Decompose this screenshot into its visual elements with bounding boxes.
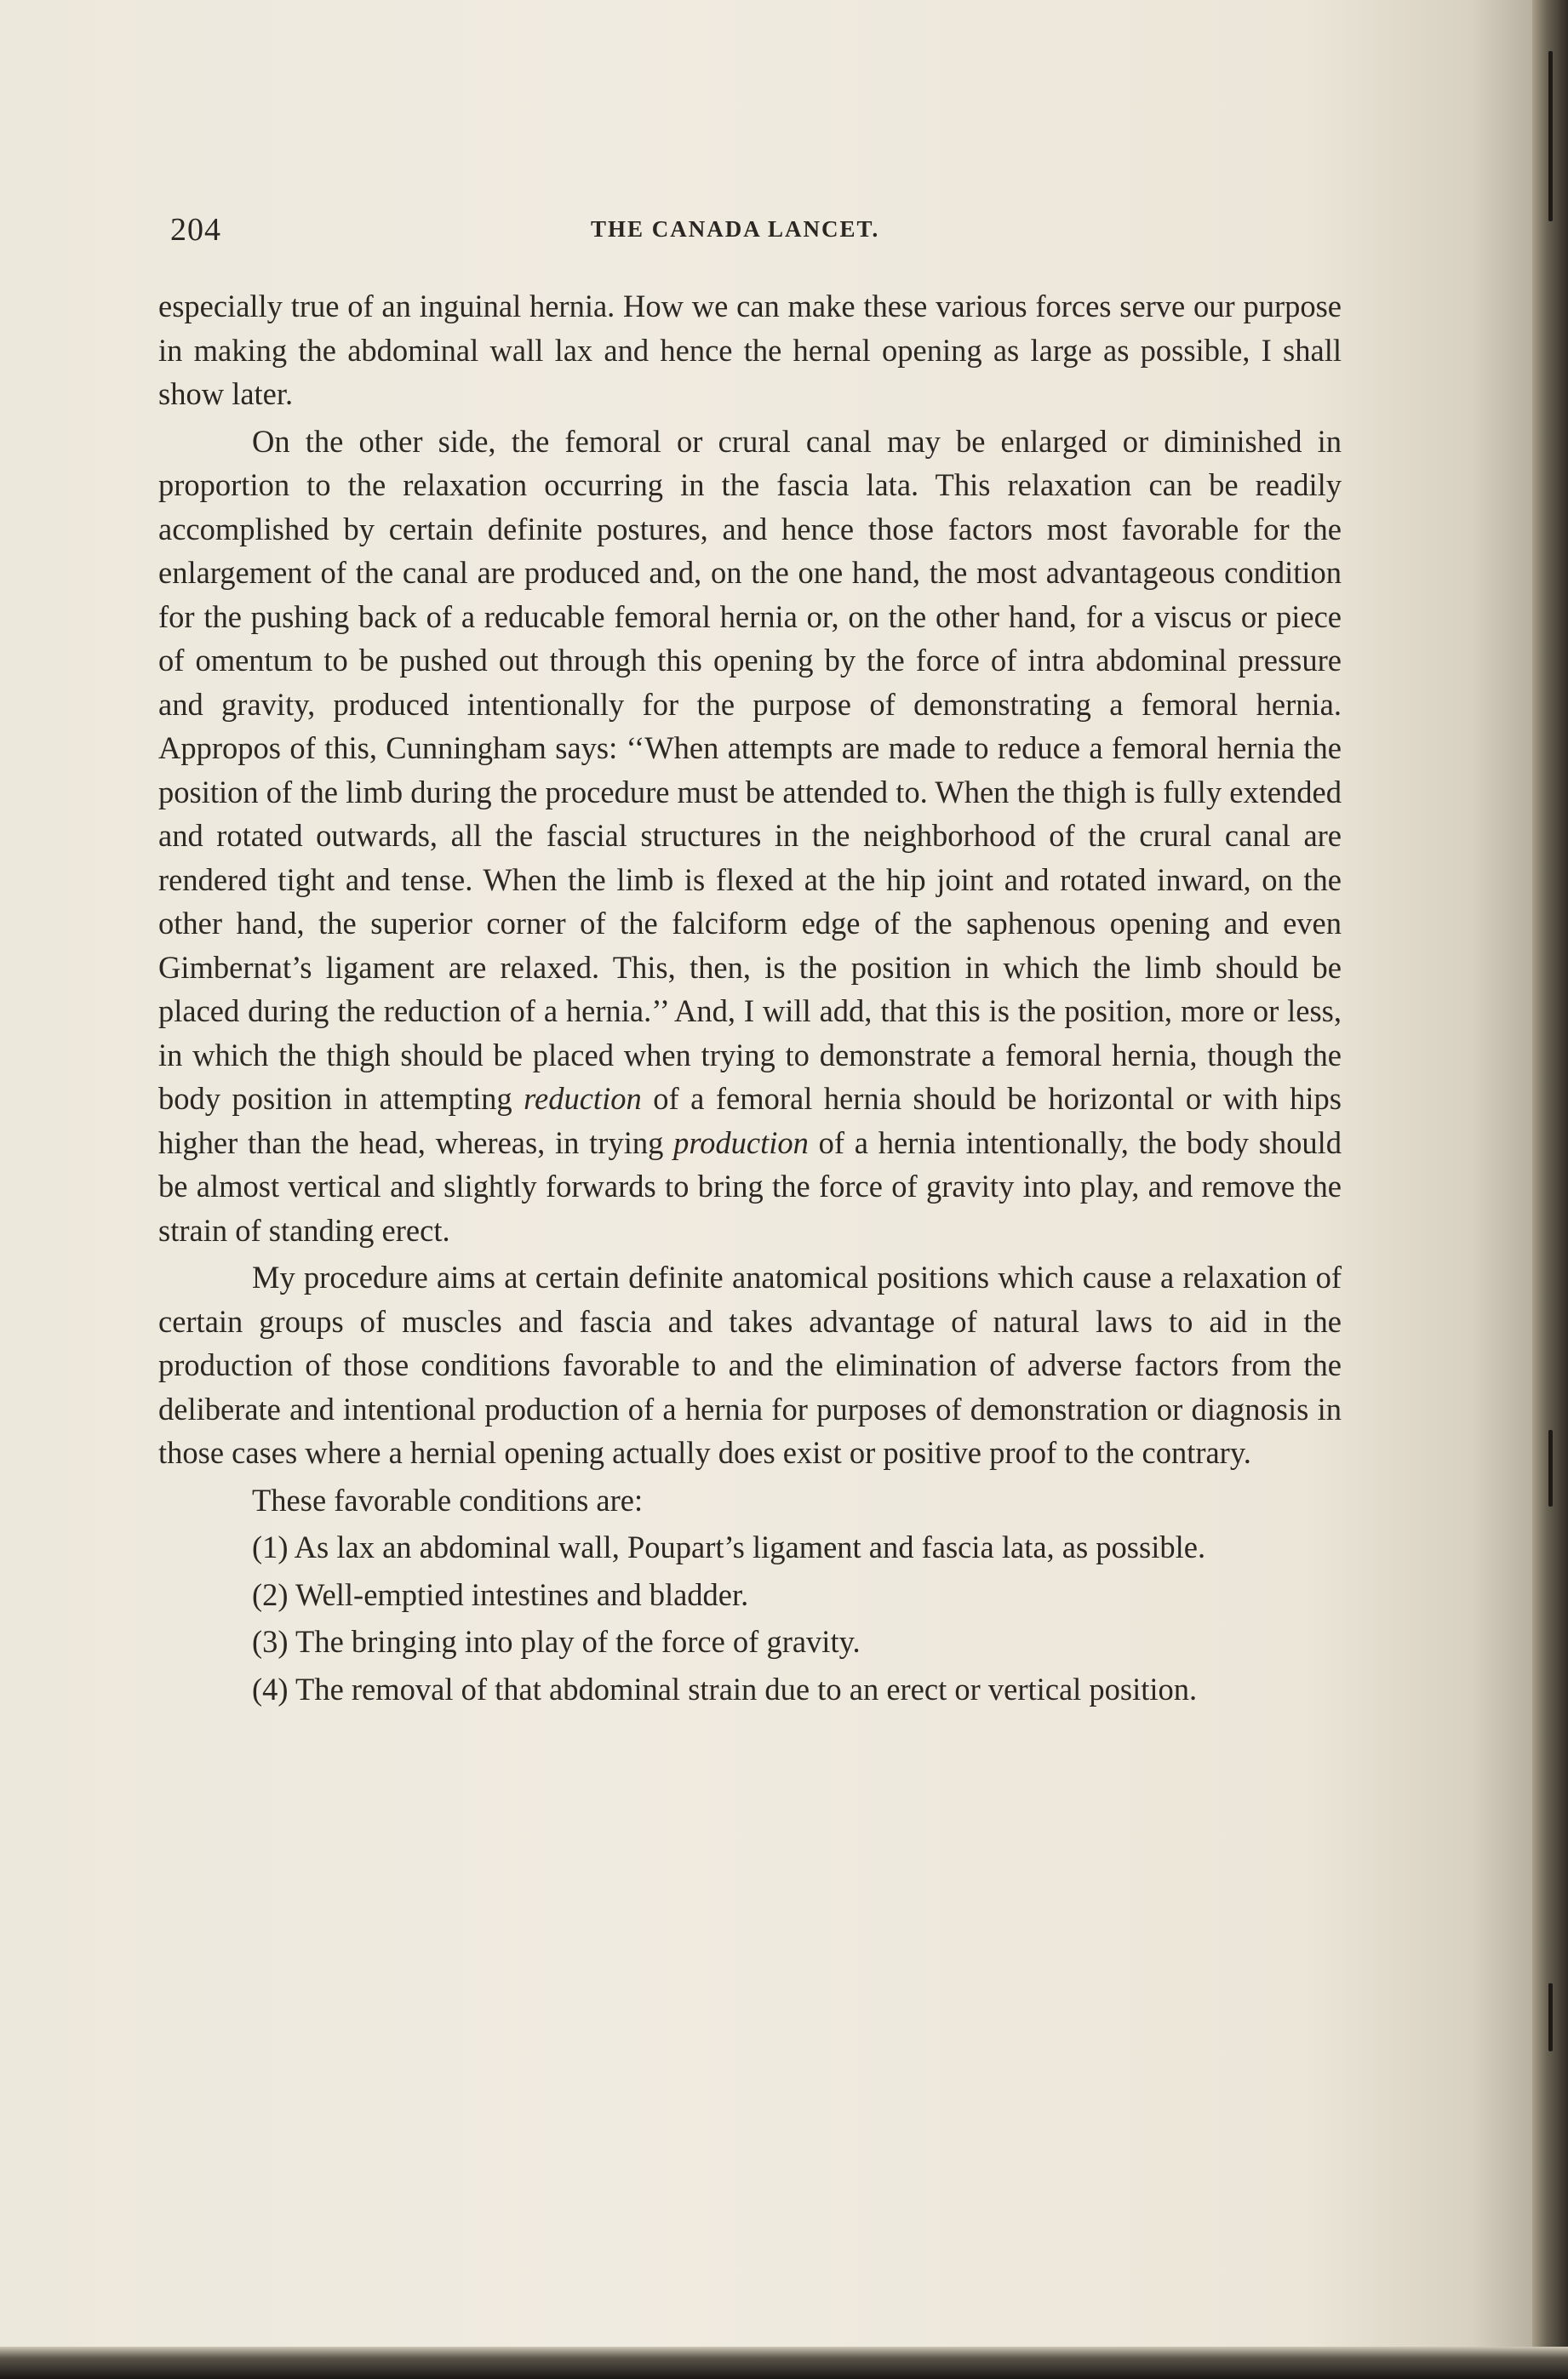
paragraph-femoral-canal (158, 420, 1342, 1253)
paragraph-text: of a femoral hernia should be horizontal or with hips higher than the head, whereas, in trying (158, 1081, 1342, 1160)
edge-shadow-mark (1548, 1430, 1553, 1507)
italic-term-production: production (673, 1124, 809, 1160)
paragraph-conditions-intro: These favorable conditions are: (252, 1482, 644, 1518)
edge-shadow-mark (1548, 51, 1553, 221)
paragraph-text: On the other side, the femoral or crural canal may be enlarged or diminished in proportion to the relaxation occurring in the fascia lata. This relaxation can be readily accomplished by certain definite postures, and hence those factors most favorable for the enlargement of the canal are produced and, on the one hand, the most advantageous condition for the pushing back of a reducable femoral hernia or, on the other hand, for a viscus or piece of omentum to be pushed out through this opening by the force of intra abdominal pressure and gravity, produced intentionally for the purpose of demonstrating a femoral hernia. Appropos of this, Cunningham says: ‘‘When attempts are made to reduce a femoral hernia the position of the limb during the procedure must be attended to. When the thigh is fully extended and rotated outwards, all the fascial structures in the neighborhood of the crural canal are rendered tight and tense. When the limb is flexed at the hip joint and rotated inward, on the other hand, the superior corner of the falciform edge of the saphenous opening and even Gimbernat’s ligament are relaxed. This, then, is the position in which the limb should be placed during the reduction of a hernia.’’ And, I will add, that this is the position, more or less, in which the thigh should be placed when trying to demonstrate a femoral hernia, though the body position in attempting (158, 423, 1342, 1116)
paragraph-continuation: especially true of an inguinal hernia. How we can make these various forces serve our purpose in making the abdominal wall lax and hence the hernal opening as large as possible, I shall show later. (158, 289, 1342, 411)
article-body (158, 284, 1342, 1711)
journal-title: THE CANADA LANCET. (591, 216, 880, 242)
italic-term-reduction: reduction (524, 1081, 642, 1116)
list-item: (2) Well-emptied intestines and bladder. (252, 1576, 749, 1612)
list-item: (4) The removal of that abdominal strain due to an erect or vertical position. (252, 1671, 1198, 1707)
edge-shadow-mark (1548, 1983, 1553, 2051)
list-item: (3) The bringing into play of the force of gravity. (252, 1624, 861, 1659)
running-head (170, 211, 1345, 254)
list-item: (1) As lax an abdominal wall, Poupart’s ligament and fascia lata, as possible. (252, 1530, 1206, 1564)
page-bottom-edge (0, 2347, 1568, 2379)
page-number: 204 (170, 212, 221, 248)
page-binding-edge (1532, 0, 1568, 2379)
paragraph-text: of a hernia intentionally, the body should be almost vertical and slightly forwards to bring the force of gravity into play, and remove the strain of standing erect. (158, 1124, 1342, 1248)
paragraph-procedure: My procedure aims at certain definite anatomical positions which cause a relaxation of certain groups of muscles and fascia and takes advantage of natural laws to aid in the production of those conditions favorable to and the elimination of adverse factors from the deliberate and intentional production of a hernia for purposes of demonstration or diagnosis in those cases where a hernial opening actually does exist or positive proof to the contrary. (158, 1260, 1342, 1470)
